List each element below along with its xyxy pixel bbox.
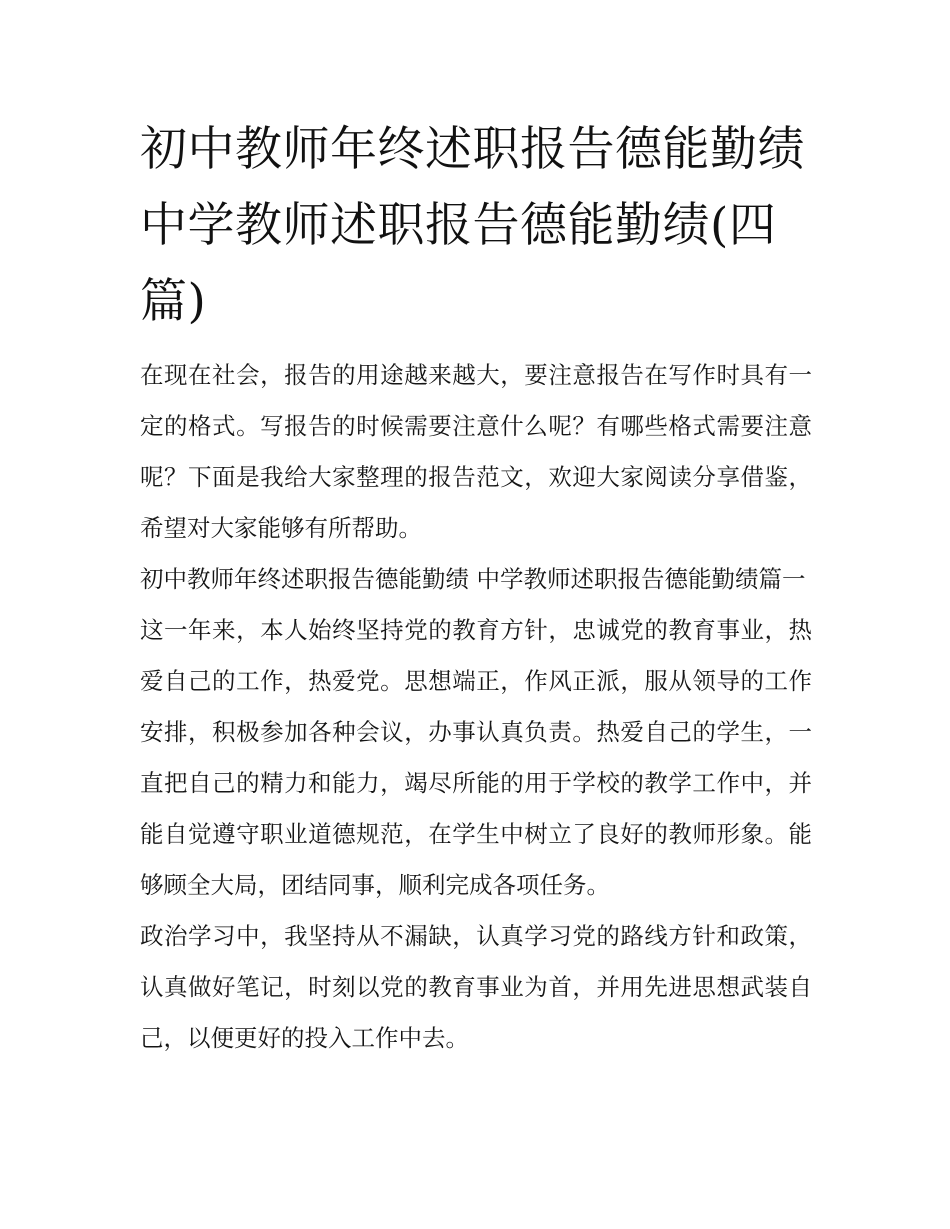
body-paragraph-2: 政治学习中，我坚持从不漏缺，认真学习党的路线方针和政策，认真做好笔记，时刻以党的教育事业为首，并用先进思想武装自己，以便更好的投入工作中去。 xyxy=(140,922,812,1052)
section-heading: 初中教师年终述职报告德能勤绩 中学教师述职报告德能勤绩篇一 xyxy=(140,565,806,593)
body-paragraph-1: 这一年来，本人始终坚持党的教育方针，忠诚党的教育事业，热爱自己的工作，热爱党。思想端正，作风正派，服从领导的工作安排，积极参加各种会议，办事认真负责。热爱自己的学生，一直把自己的精力和能力，竭尽所能的用于学校的教学工作中，并能自觉遵守职业道德规范，在学生中树立了良好的教师形象。能够顾全大局，团结同事，顺利完成各项任务。 xyxy=(140,616,812,899)
intro-paragraph: 在现在社会，报告的用途越来越大，要注意报告在写作时具有一定的格式。写报告的时候需要注意什么呢？有哪些格式需要注意呢？下面是我给大家整理的报告范文，欢迎大家阅读分享借鉴，希望对大家能够有所帮助。 xyxy=(140,361,812,542)
document-content xyxy=(140,112,812,1064)
document-title: 初中教师年终述职报告德能勤绩 中学教师述职报告德能勤绩(四篇) xyxy=(140,122,805,329)
